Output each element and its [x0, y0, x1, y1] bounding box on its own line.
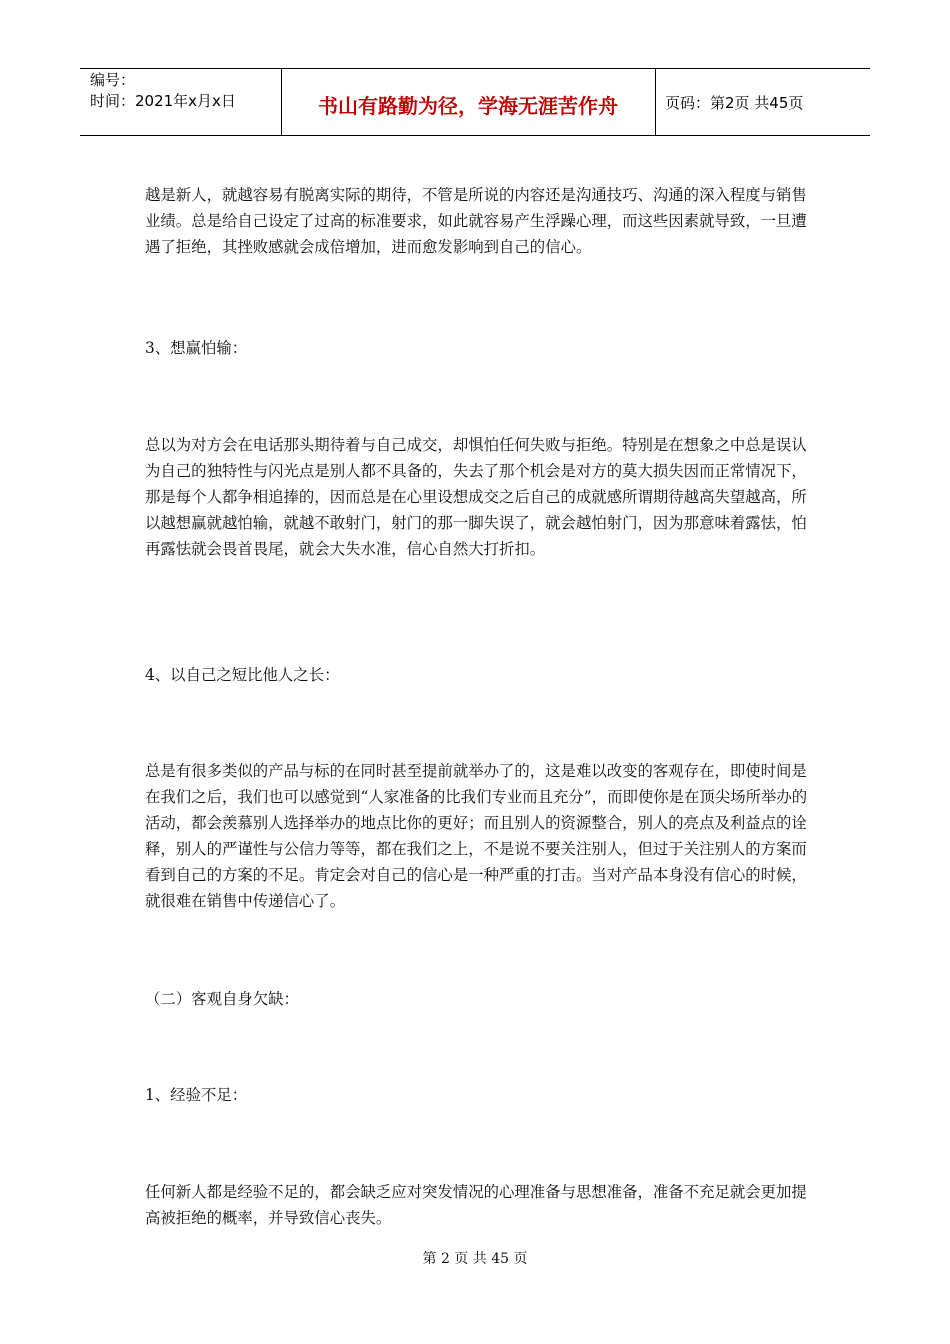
paragraph-2: 总以为对方会在电话那头期待着与自己成交，却惧怕任何失败与拒绝。特别是在想象之中总是误认为自己的独特性与闪光点是别人都不具备的，失去了那个机会是对方的莫大损失因而正常情况下，那是每个人都争相追捧的，因而总是在心里设想成交之后自己的成就感所谓期待越高失望越高，所以越想赢就越怕输，就越不敢射门，射门的那一脚失误了，就会越怕射门，因为那意味着露怯，怕再露怯就会畏首畏尾，就会大失水准，信心自然大打折扣。 [145, 436, 807, 558]
paragraph-1: 越是新人，就越容易有脱离实际的期待，不管是所说的内容还是沟通技巧、沟通的深入程度与销售业绩。总是给自己设定了过高的标准要求，如此就容易产生浮躁心理，而这些因素就导致，一旦遭遇了拒绝，其挫败感就会成倍增加，进而愈发影响到自己的信心。 [145, 186, 807, 256]
header-bottom-rule [80, 135, 870, 136]
section-heading: （二）客观自身欠缺： [145, 990, 299, 1008]
heading-4: 4、以自己之短比他人之长： [145, 666, 340, 684]
header-page-info: 页码：第2页 共45页 [665, 94, 804, 112]
heading-3: 3、想赢怕输： [145, 339, 248, 357]
header-meta [90, 70, 236, 112]
header-divider-right [655, 68, 656, 136]
paragraph-4: 任何新人都是经验不足的，都会缺乏应对突发情况的心理准备与思想准备，准备不充足就会更加提高被拒绝的概率，并导致信心丧失。 [145, 1183, 807, 1227]
header-motto: 书山有路勤为径，学海无涯苦作舟 [318, 94, 618, 118]
page-footer: 第 2 页 共 45 页 [422, 1251, 528, 1267]
heading-1: 1、经验不足： [145, 1086, 248, 1104]
document-number-label: 编号： [90, 71, 136, 89]
paragraph-3: 总是有很多类似的产品与标的在同时甚至提前就举办了的，这是难以改变的客观存在，即使时间是在我们之后，我们也可以感觉到“人家准备的比我们专业而且充分”，而即使你是在顶尖场所举办的活动，都会羡慕别人选择举办的地点比你的更好；而且别人的资源整合，别人的亮点及利益点的诠释，别人的严谨性与公信力等等，都在我们之上，不是说不要关注别人，但过于关注别人的方案而看到自己的方案的不足。肯定会对自己的信心是一种严重的打击。当对产品本身没有信心的时候，就很难在销售中传递信心了。 [145, 762, 808, 910]
document-date: 时间：2021年x月x日 [90, 92, 236, 110]
header-top-rule [80, 68, 870, 69]
